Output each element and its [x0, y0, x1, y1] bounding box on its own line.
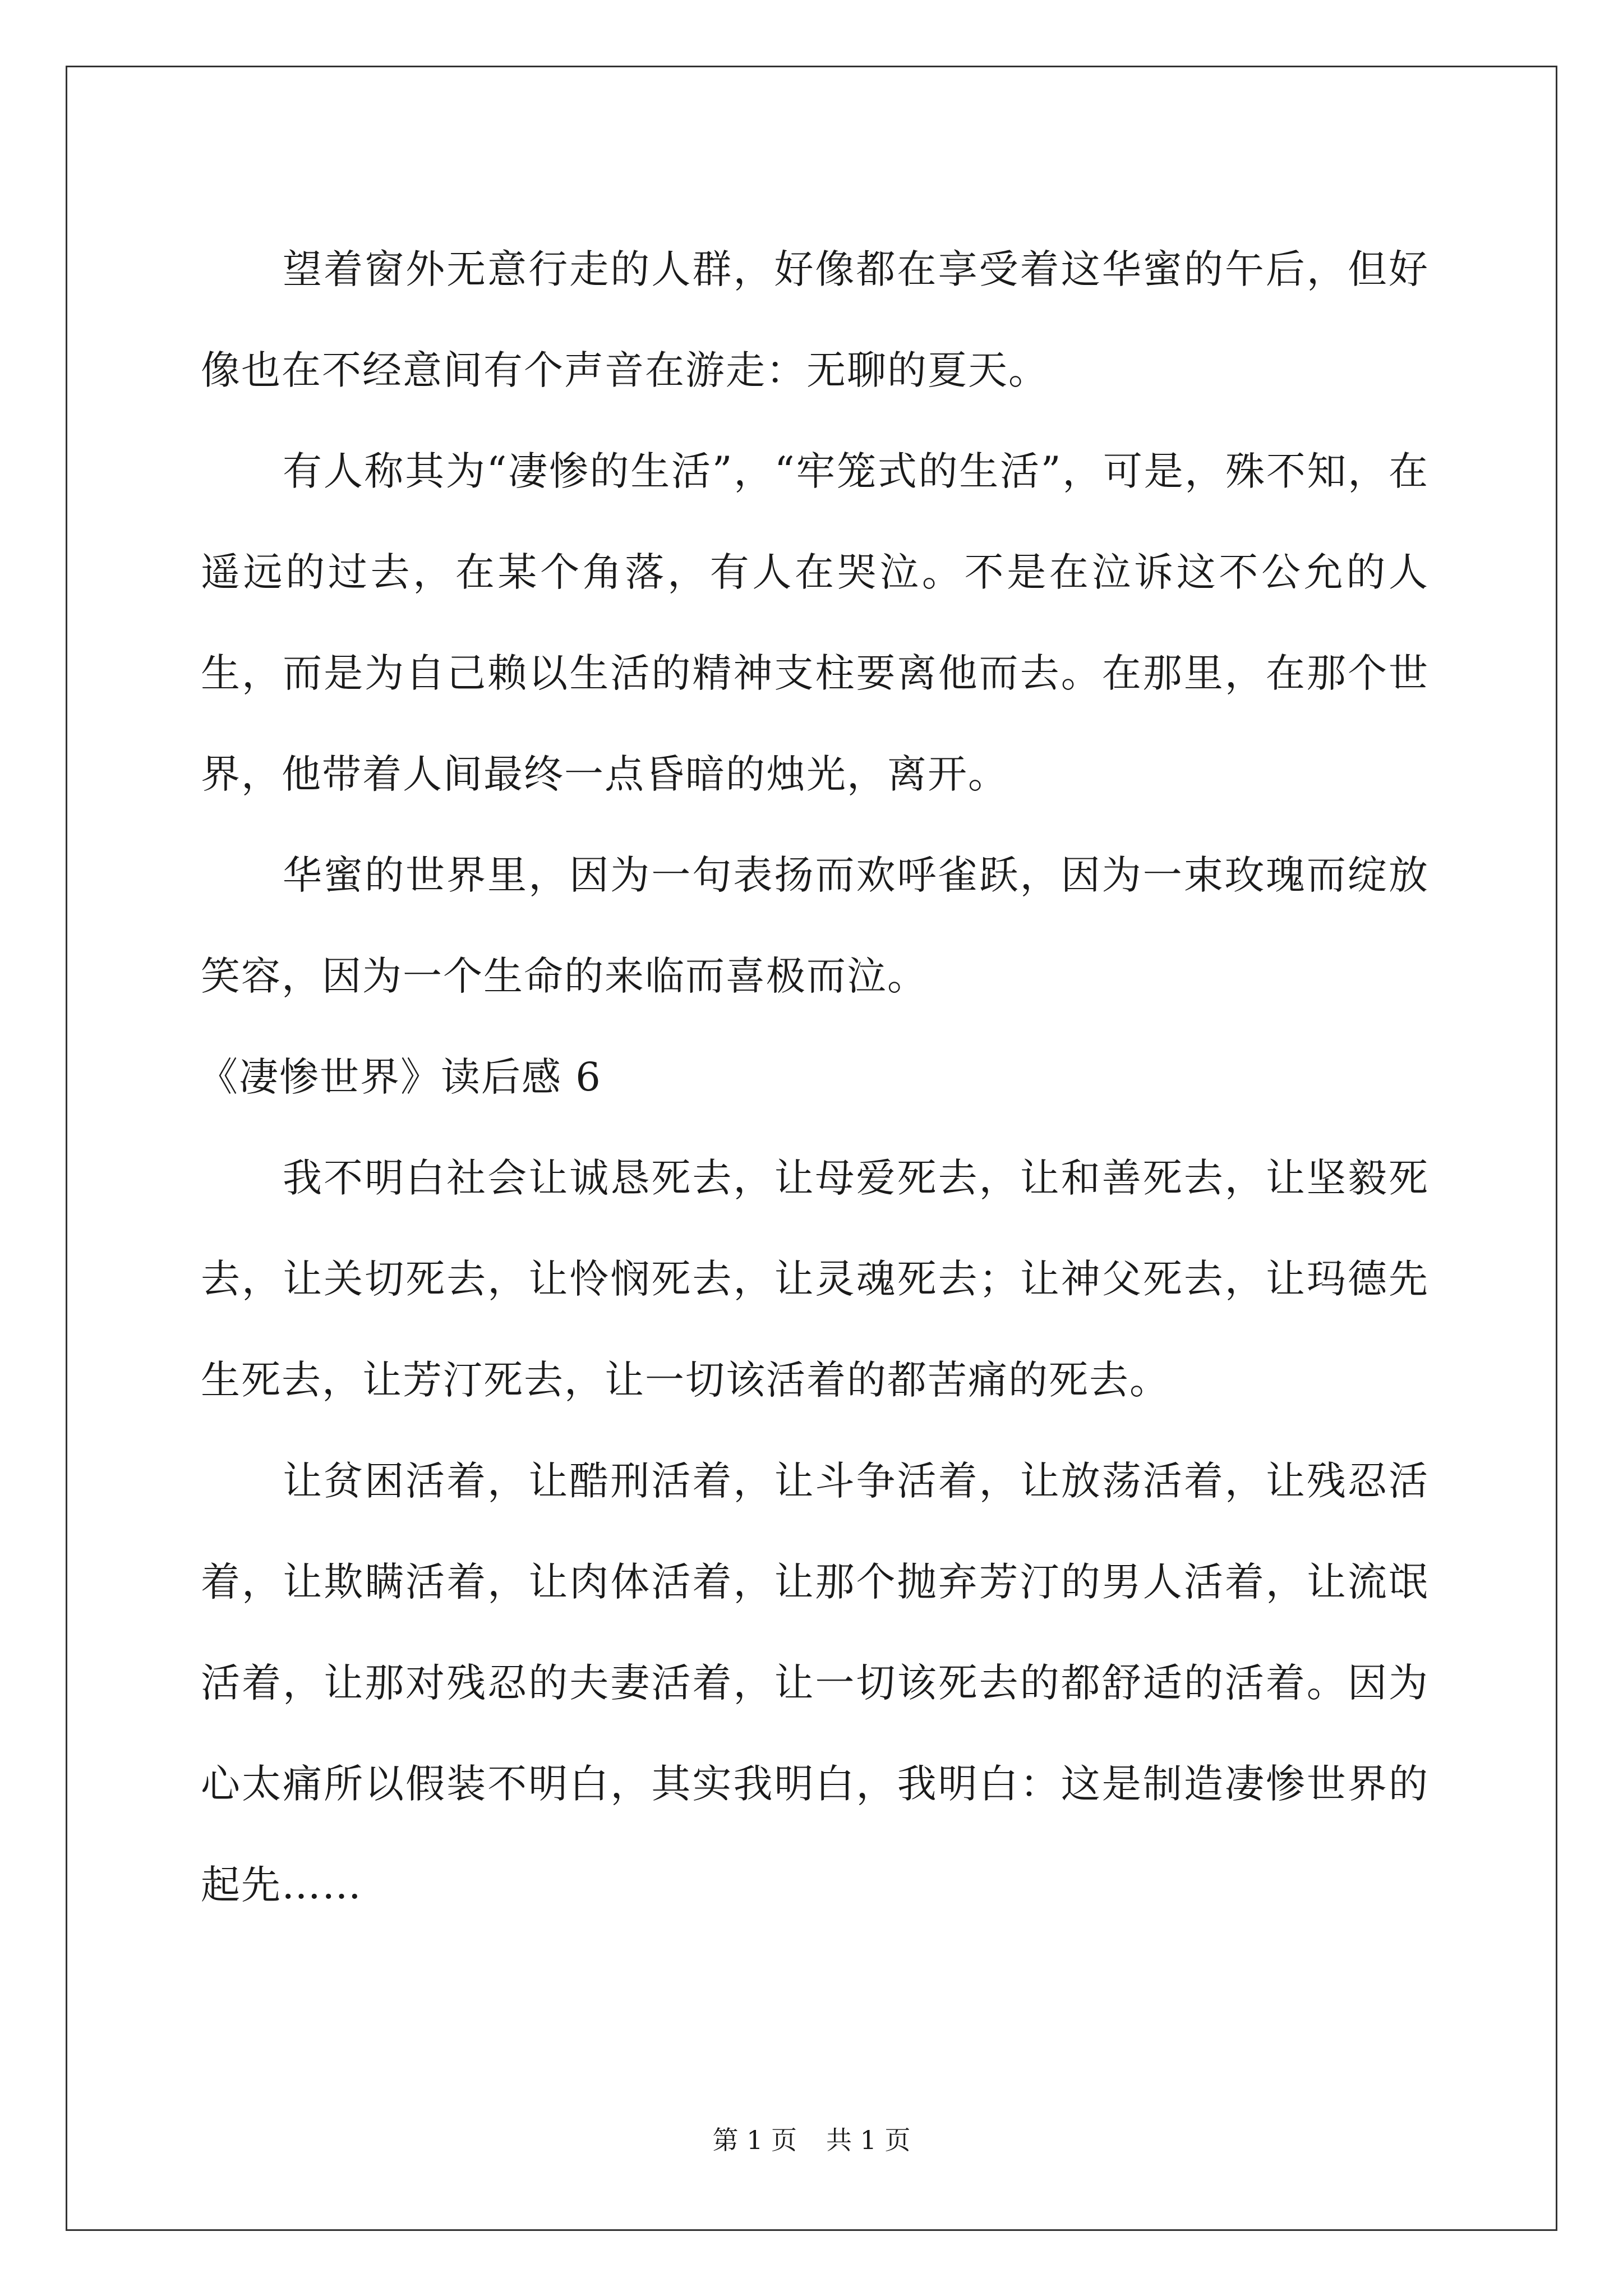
paragraph: 华蜜的世界里，因为一句表扬而欢呼雀跃，因为一束玫瑰而绽放笑容，因为一个生命的来临而喜极而泣。 [201, 852, 1429, 999]
page-footer [0, 2123, 1623, 2157]
document-body [201, 219, 1429, 1935]
page-number: 第 1 页 [712, 2125, 797, 2155]
paragraph: 让贫困活着，让酷刑活着，让斗争活着，让放荡活着，让残忍活着，让欺瞒活着，让肉体活着，让那个抛弃芳汀的男人活着，让流氓活着，让那对残忍的夫妻活着，让一切该死去的都舒适的活着。因为心太痛所以假装不明白，其实我明白，我明白：这是制造凄惨世界的起先…… [201, 1458, 1429, 1908]
page-total: 共 1 页 [826, 2125, 911, 2155]
section-heading: 《凄惨世界》读后感 6 [199, 1054, 602, 1100]
paragraph: 望着窗外无意行走的人群，好像都在享受着这华蜜的午后，但好像也在不经意间有个声音在游走：无聊的夏天。 [201, 246, 1429, 393]
paragraph: 有人称其为“凄惨的生活”，“牢笼式的生活”，可是，殊不知，在遥远的过去，在某个角落，有人在哭泣。不是在泣诉这不公允的人生，而是为自己赖以生活的精神支柱要离他而去。在那里，在那个世界，他带着人间最终一点昏暗的烛光，离开。 [201, 448, 1429, 797]
paragraph: 我不明白社会让诚恳死去，让母爱死去，让和善死去，让坚毅死去，让关切死去，让怜悯死去，让灵魂死去；让神父死去，让玛德先生死去，让芳汀死去，让一切该活着的都苦痛的死去。 [201, 1155, 1429, 1403]
